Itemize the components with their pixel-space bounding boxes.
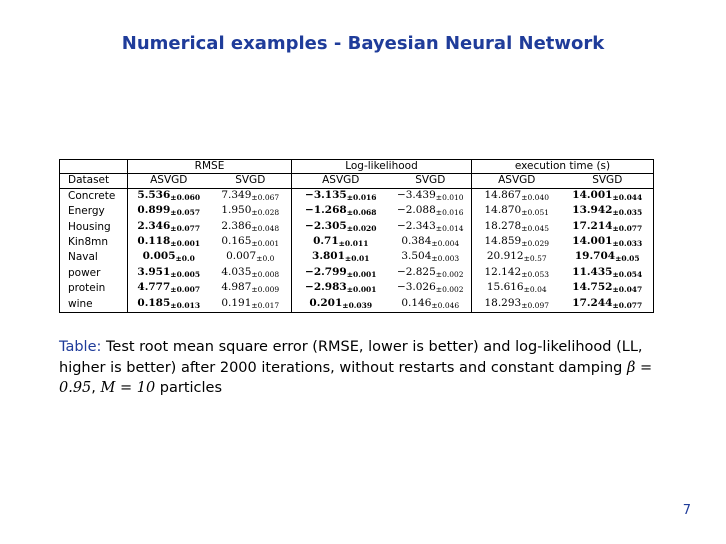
dataset-name: Kin8mn — [60, 235, 128, 250]
cell-value: 4.035 — [221, 265, 252, 278]
cell-value: 0.165 — [221, 235, 252, 248]
caption-label: Table: — [59, 339, 102, 355]
dataset-name: Concrete — [60, 188, 128, 204]
cell-value: 17.214 — [572, 219, 613, 232]
cell-error: ±0.013 — [170, 300, 201, 310]
table-cell — [292, 266, 390, 281]
table-row — [60, 235, 654, 250]
cell-value: 14.001 — [572, 235, 613, 248]
cell-value: 0.005 — [142, 250, 176, 263]
table-corner — [60, 160, 128, 174]
caption-text: Test root mean square error (RMSE, lower is better) and log-likelihood (LL, higher is better) after 2000 iterations, without restarts and constant damping — [59, 339, 643, 376]
table-cell — [390, 188, 472, 204]
table-cell — [292, 250, 390, 265]
caption-m: M = 10 — [100, 380, 156, 396]
cell-value: 0.384 — [401, 235, 432, 248]
cell-value: 0.118 — [137, 235, 171, 248]
cell-error: ±0.051 — [521, 208, 549, 218]
table-cell — [562, 266, 654, 281]
cell-value: 19.704 — [574, 250, 616, 263]
cell-value: 18.293 — [484, 296, 522, 309]
cell-error: ±0.57 — [523, 254, 547, 264]
table-cell — [562, 297, 654, 313]
table-cell — [472, 250, 562, 265]
table-cell — [390, 297, 472, 313]
cell-error: ±0.001 — [346, 269, 377, 279]
cell-error: ±0.097 — [521, 300, 549, 310]
cell-value: −2.088 — [396, 204, 436, 217]
cell-error: ±0.047 — [612, 285, 643, 295]
cell-value: −2.799 — [305, 265, 347, 278]
table-cell — [472, 204, 562, 219]
results-table — [59, 159, 654, 313]
cell-value: 4.987 — [221, 281, 252, 294]
cell-error: ±0.033 — [612, 239, 643, 249]
cell-value: 20.912 — [486, 250, 524, 263]
cell-value: 1.950 — [221, 204, 252, 217]
cell-error: ±0.057 — [170, 208, 201, 218]
cell-value: 3.801 — [312, 250, 345, 263]
cell-error: ±0.002 — [435, 285, 464, 295]
table-cell — [128, 220, 210, 235]
table-cell — [210, 220, 292, 235]
table-row — [60, 250, 654, 265]
table-row — [60, 220, 654, 235]
cell-value: −2.305 — [305, 219, 347, 232]
cell-error: ±0.005 — [170, 269, 201, 279]
cell-value: 14.752 — [572, 281, 613, 294]
cell-error: ±0.046 — [431, 300, 460, 310]
table-cell — [390, 266, 472, 281]
table-cell — [292, 235, 390, 250]
table-cell — [562, 281, 654, 296]
cell-error: ±0.035 — [612, 208, 643, 218]
cell-error: ±0.010 — [435, 192, 464, 202]
cell-error: ±0.053 — [521, 269, 549, 279]
cell-value: 12.142 — [484, 265, 522, 278]
cell-error: ±0.001 — [346, 285, 377, 295]
table-caption — [59, 337, 669, 399]
table-cell — [562, 188, 654, 204]
cell-error: ±0.01 — [344, 254, 370, 264]
table-cell — [128, 250, 210, 265]
table-row — [60, 266, 654, 281]
table-cell — [210, 281, 292, 296]
cell-value: 0.007 — [226, 250, 257, 263]
table-cell — [472, 297, 562, 313]
cell-error: ±0.05 — [615, 254, 640, 264]
cell-error: ±0.009 — [251, 285, 280, 295]
table-cell — [292, 204, 390, 219]
cell-error: ±0.004 — [431, 239, 460, 249]
cell-error: ±0.008 — [251, 269, 280, 279]
page-number: 7 — [682, 503, 691, 518]
dataset-name: protein — [60, 281, 128, 296]
column-header: SVGD — [562, 174, 654, 188]
cell-error: ±0.020 — [346, 223, 377, 233]
cell-error: ±0.001 — [251, 239, 280, 249]
table-cell — [128, 235, 210, 250]
table-row — [60, 204, 654, 219]
table-cell — [390, 250, 472, 265]
column-header: ASVGD — [292, 174, 390, 188]
column-header: SVGD — [210, 174, 292, 188]
cell-error: ±0.077 — [170, 223, 201, 233]
table-body — [60, 188, 654, 312]
table-cell — [292, 220, 390, 235]
cell-value: −3.135 — [305, 188, 347, 201]
cell-error: ±0.028 — [251, 208, 280, 218]
table-cell — [472, 188, 562, 204]
cell-value: 0.201 — [309, 296, 343, 309]
slide-title: Numerical examples - Bayesian Neural Network — [121, 33, 605, 54]
cell-error: ±0.054 — [612, 269, 643, 279]
table-cell — [128, 297, 210, 313]
cell-value: 0.146 — [401, 296, 432, 309]
group-header-loglik: Log-likelihood — [292, 160, 472, 174]
cell-error: ±0.068 — [346, 208, 377, 218]
caption-separator: , — [91, 380, 101, 396]
column-header: ASVGD — [472, 174, 562, 188]
table-cell — [210, 204, 292, 219]
cell-value: 0.191 — [221, 296, 252, 309]
cell-value: 18.278 — [484, 219, 522, 232]
table-cell — [210, 297, 292, 313]
table-cell — [472, 266, 562, 281]
cell-value: −2.983 — [305, 281, 347, 294]
table-cell — [128, 188, 210, 204]
cell-value: 13.942 — [572, 204, 613, 217]
dataset-name: power — [60, 266, 128, 281]
cell-error: ±0.077 — [612, 223, 643, 233]
cell-value: −2.825 — [396, 265, 436, 278]
table-cell — [292, 188, 390, 204]
table-cell — [128, 281, 210, 296]
table-row — [60, 297, 654, 313]
table-cell — [210, 266, 292, 281]
cell-value: −1.268 — [305, 204, 347, 217]
cell-value: 2.346 — [137, 219, 171, 232]
cell-error: ±0.045 — [521, 223, 549, 233]
cell-value: −3.439 — [396, 188, 436, 201]
cell-error: ±0.048 — [251, 223, 280, 233]
cell-error: ±0.002 — [435, 269, 464, 279]
table-cell — [210, 188, 292, 204]
column-header: ASVGD — [128, 174, 210, 188]
cell-error: ±0.04 — [523, 285, 547, 295]
cell-value: −3.026 — [396, 281, 436, 294]
cell-error: ±0.0 — [256, 254, 275, 264]
table-cell — [210, 235, 292, 250]
cell-error: ±0.016 — [435, 208, 464, 218]
cell-value: 7.349 — [221, 188, 252, 201]
cell-error: ±0.017 — [251, 300, 280, 310]
cell-error: ±0.016 — [346, 192, 377, 202]
caption-beta: β = 0.95 — [59, 359, 653, 396]
cell-error: ±0.039 — [342, 300, 373, 310]
cell-value: 3.504 — [401, 250, 432, 263]
cell-error: ±0.014 — [435, 223, 464, 233]
table-cell — [472, 235, 562, 250]
table-cell — [210, 250, 292, 265]
cell-error: ±0.001 — [170, 239, 201, 249]
table-cell — [390, 281, 472, 296]
table-cell — [390, 204, 472, 219]
column-header: SVGD — [390, 174, 472, 188]
cell-error: ±0.077 — [612, 300, 643, 310]
caption-text-end: particles — [155, 380, 223, 396]
table-cell — [128, 204, 210, 219]
cell-error: ±0.0 — [175, 254, 195, 264]
dataset-name: Housing — [60, 220, 128, 235]
cell-value: 15.616 — [486, 281, 524, 294]
table-cell — [128, 266, 210, 281]
group-header-time: execution time (s) — [472, 160, 654, 174]
table-cell — [562, 235, 654, 250]
table-cell — [292, 281, 390, 296]
dataset-name: Energy — [60, 204, 128, 219]
cell-error: ±0.044 — [612, 192, 643, 202]
table-row — [60, 281, 654, 296]
cell-error: ±0.011 — [338, 239, 369, 249]
cell-error: ±0.067 — [251, 192, 280, 202]
cell-value: −2.343 — [396, 219, 436, 232]
cell-value: 14.867 — [484, 188, 522, 201]
cell-value: 0.185 — [137, 296, 171, 309]
cell-value: 14.870 — [484, 204, 522, 217]
cell-error: ±0.007 — [170, 285, 201, 295]
group-header-rmse: RMSE — [128, 160, 292, 174]
cell-value: 5.536 — [137, 188, 171, 201]
cell-error: ±0.029 — [521, 239, 549, 249]
cell-value: 17.244 — [572, 296, 613, 309]
dataset-name: Naval — [60, 250, 128, 265]
cell-error: ±0.060 — [170, 192, 201, 202]
cell-error: ±0.040 — [521, 192, 549, 202]
table-cell — [562, 204, 654, 219]
cell-error: ±0.003 — [431, 254, 460, 264]
cell-value: 0.899 — [137, 204, 171, 217]
table-row — [60, 188, 654, 204]
table-cell — [472, 220, 562, 235]
table-cell — [390, 220, 472, 235]
dataset-name: wine — [60, 297, 128, 313]
table-cell — [562, 220, 654, 235]
column-header-dataset: Dataset — [60, 174, 128, 188]
cell-value: 11.435 — [572, 265, 613, 278]
table-cell — [292, 297, 390, 313]
cell-value: 3.951 — [137, 265, 171, 278]
cell-value: 0.71 — [313, 235, 339, 248]
table-cell — [390, 235, 472, 250]
cell-value: 2.386 — [221, 219, 252, 232]
table-cell — [562, 250, 654, 265]
table-cell — [472, 281, 562, 296]
cell-value: 14.001 — [572, 188, 613, 201]
cell-value: 14.859 — [484, 235, 522, 248]
cell-value: 4.777 — [137, 281, 171, 294]
